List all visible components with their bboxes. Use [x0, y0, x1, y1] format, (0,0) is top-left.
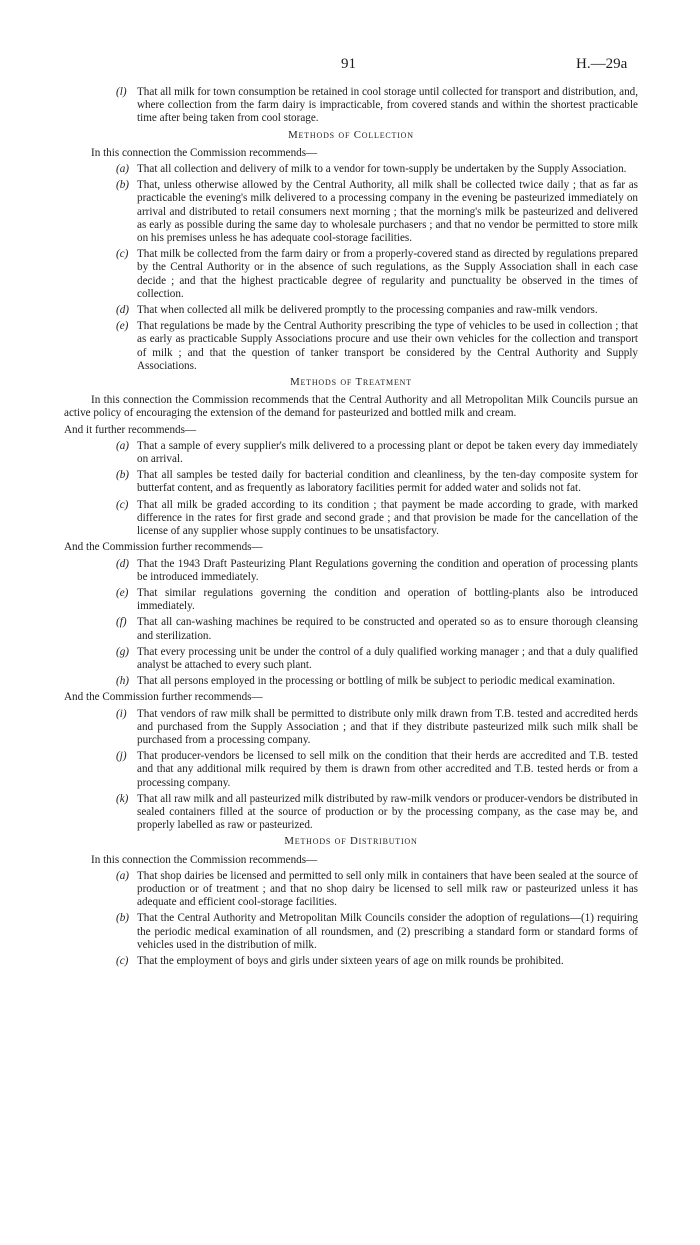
- treatment-list: [64, 440, 638, 538]
- item-label: (b): [116, 469, 130, 482]
- item-text: That the employment of boys and girls under sixteen years of age on milk rounds be prohibited.: [137, 954, 564, 967]
- item-label: (b): [116, 912, 130, 925]
- recommendation-item: [64, 179, 638, 245]
- document-reference: H.—29a: [576, 56, 628, 72]
- recommendation-item: [64, 912, 638, 952]
- recommendation-item: [64, 955, 638, 968]
- recommendation-item: [64, 499, 638, 539]
- section-intro: In this connection the Commission recommends that the Central Authority and all Metropolitan Milk Councils pursue an active policy of encouraging the extension of the demand for pasteurized and bottled milk and cream.: [64, 394, 638, 420]
- further-intro: And the Commission further recommends—: [64, 541, 263, 554]
- page-number: 91: [341, 56, 356, 72]
- recommendation-item: [64, 587, 638, 613]
- recommendation-item: [64, 163, 638, 176]
- item-label: (j): [116, 750, 127, 763]
- item-label: (c): [116, 248, 129, 261]
- page-body: [64, 86, 638, 971]
- section-heading-distribution: Methods of Distribution: [284, 835, 418, 848]
- item-text: That, unless otherwise allowed by the Central Authority, all milk shall be collected twice daily ; that as far as practicable the evening's milk delivered to a processing company in the evening be pasteurized immediately on arrival and distributed to retail consumers next morning ; that the morning's milk be pasteurized and delivered as early as possible during the same day to wholesale purchasers ; and that no vendor be permitted to store milk on his premises unless he has adequate cool-storage facilities.: [137, 179, 638, 245]
- item-text: That shop dairies be licensed and permitted to sell only milk in containers that have been sealed at the source of production or of treatment ; and that no shop dairy be licensed to sell milk raw or pasteurized unless it has adequate and efficient cool-storage facilities.: [137, 869, 638, 909]
- page-header: [0, 56, 700, 76]
- item-label: (e): [116, 320, 129, 333]
- further-intro: And it further recommends—: [64, 423, 197, 436]
- item-text: That all milk for town consumption be retained in cool storage until collected for transport and distribution, and, where collection from the farm dairy is impracticable, from covered stands and within the shortest practicable time after being taken from cool storage.: [137, 86, 638, 125]
- item-text: That a sample of every supplier's milk delivered to a processing plant or depot be taken every day immediately on arrival.: [137, 439, 638, 466]
- item-text: That regulations be made by the Central Authority prescribing the type of vehicles to be used in collection ; that as early as practicable Supply Associations procure and use their own vehicles for the collection and transport of milk ; and that the question of tanker transport be considered by the Central Authority and Supply Associations.: [137, 320, 638, 372]
- item-text: That all raw milk and all pasteurized milk distributed by raw-milk vendors or producer-vendors be distributed in sealed containers filled at the source of production or by the processing company, as the case may be, and properly labelled as raw or pasteurized.: [137, 792, 638, 832]
- recommendation-item: [64, 558, 638, 584]
- item-text: That all persons employed in the processing or bottling of milk be subject to periodic medical examination.: [137, 675, 616, 688]
- item-label: (c): [116, 498, 129, 511]
- recommendation-item: [64, 708, 638, 748]
- recommendation-item: [64, 870, 638, 910]
- item-label: (b): [116, 179, 130, 192]
- item-text: That all collection and delivery of milk to a vendor for town-supply be undertaken by the Supply Association.: [137, 163, 627, 176]
- recommendation-item: [64, 616, 638, 642]
- item-text: That every processing unit be under the control of a duly qualified working manager ; and that a duly qualified analyst be attached to every such plant.: [137, 645, 638, 671]
- section-heading-treatment: Methods of Treatment: [290, 376, 412, 389]
- item-text: That the Central Authority and Metropolitan Milk Councils consider the adoption of regulations—(1) requiring the periodic medical examination of all roundsmen, and (2) prescribing a standard form or standard forms of vehicles used in the distribution of milk.: [137, 912, 638, 951]
- item-text: That the 1943 Draft Pasteurizing Plant Regulations governing the condition and operation of processing plants be introduced immediately.: [137, 557, 638, 583]
- item-text: That all samples be tested daily for bacterial condition and cleanliness, by the ten-day composite system for butterfat content, and as frequently as laboratory facilities permit for added water and solids not fat.: [137, 469, 638, 495]
- section-intro: In this connection the Commission recommends—: [91, 146, 318, 159]
- recommendation-item: [64, 304, 638, 317]
- item-label: (h): [116, 675, 130, 688]
- item-label: (e): [116, 586, 129, 599]
- distribution-list: [64, 870, 638, 968]
- recommendation-item: [64, 86, 638, 126]
- item-text: That all milk be graded according to its condition ; that payment be made according to grade, with marked difference in the rates for first grade and second grade ; and that provision be made for the cancellation of the license of any supplier whose supply continues to be unsatisfactory.: [137, 498, 638, 538]
- recommendation-item: [64, 750, 638, 790]
- item-label: (f): [116, 616, 127, 629]
- item-label: (c): [116, 954, 129, 967]
- recommendation-item: [64, 248, 638, 301]
- recommendation-item: [64, 646, 638, 672]
- section-heading-collection: Methods of Collection: [288, 128, 414, 141]
- section-intro: In this connection the Commission recommends—: [91, 853, 318, 866]
- item-label: (k): [116, 792, 129, 805]
- item-label: (l): [116, 86, 127, 98]
- recommendation-item: [64, 440, 638, 466]
- treatment-list-3: [64, 708, 638, 833]
- item-label: (a): [116, 869, 130, 882]
- item-label: (d): [116, 557, 130, 570]
- treatment-list-2: [64, 558, 638, 689]
- item-label: (d): [116, 304, 130, 317]
- item-text: That all can-washing machines be required to be constructed and operated so as to ensure thorough cleansing and sterilization.: [137, 616, 638, 642]
- item-text: That vendors of raw milk shall be permitted to distribute only milk drawn from T.B. tested and accredited herds and purchased from the Supply Association ; and that if they distribute pasteurized milk such milk shall be purchased from a processing company.: [137, 707, 638, 746]
- item-label: (a): [116, 439, 130, 452]
- recommendation-item: [64, 675, 638, 688]
- recommendation-item: [64, 320, 638, 373]
- collection-list: [64, 163, 638, 373]
- item-text: That similar regulations governing the condition and operation of bottling-plants also be introduced immediately.: [137, 586, 638, 613]
- item-label: (a): [116, 163, 130, 176]
- item-text: That when collected all milk be delivered promptly to the processing companies and raw-milk vendors.: [137, 304, 598, 317]
- recommendation-item: [64, 793, 638, 833]
- item-label: (g): [116, 645, 130, 658]
- item-text: That producer-vendors be licensed to sell milk on the condition that their herds are accredited and T.B. tested and that any additional milk required by them is drawn from other accredited and T.B. tested herds or from a processing company.: [137, 750, 638, 789]
- item-label: (i): [116, 707, 127, 720]
- item-text: That milk be collected from the farm dairy or from a properly-covered stand as directed by regulations prepared by the Central Authority or in the absence of such regulations, as the Supply Association shall in each case decide ; and that the highest practicable degree of regularity and punctuality be observed in the times of collection.: [137, 248, 638, 300]
- further-intro: And the Commission further recommends—: [64, 691, 263, 704]
- recommendation-item: [64, 469, 638, 495]
